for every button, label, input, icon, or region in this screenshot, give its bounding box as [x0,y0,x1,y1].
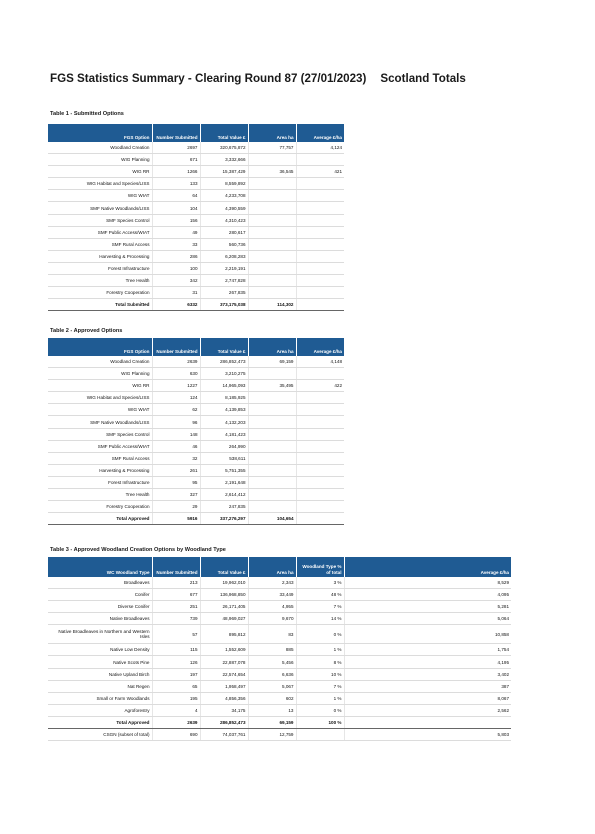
row-label: Forestry Cooperation [48,501,152,513]
table-row [48,704,511,716]
table-row [48,625,511,644]
column-header: FGS Option [48,124,152,142]
table-row [48,440,344,452]
column-header: Number Submitted [152,124,200,142]
table-cell [248,287,296,299]
table-cell: 148 [152,428,200,440]
table-row [48,166,344,178]
table-cell: 19,962,010 [200,577,248,589]
row-label: WIG WIAT [48,190,152,202]
table-cell [296,729,344,741]
row-label: Woodland Creation [48,142,152,154]
table-cell: 373,175,038 [200,299,248,311]
table-cell: 197 [152,668,200,680]
table-cell: 32 [152,452,200,464]
table-cell: 739 [152,613,200,625]
table-cell: 5,281 [344,601,511,613]
table-cell: 4,390,559 [200,202,248,214]
table-cell: 2,219,191 [200,262,248,274]
table-cell: 6,208,283 [200,250,248,262]
table-cell: 560,736 [200,238,248,250]
table-cell: 104,654 [248,513,296,525]
column-header: Area ha [248,338,296,356]
table-cell: 31 [152,287,200,299]
table-cell: 124 [152,392,200,404]
table-cell [296,238,344,250]
row-label: Tree Health [48,489,152,501]
table-cell: 4,233,708 [200,190,248,202]
table-cell: 630 [152,368,200,380]
table-cell: 1 % [296,692,344,704]
table-cell: 261 [152,464,200,476]
table-cell: 22,574,654 [200,668,248,680]
table-row [48,404,344,416]
table-cell: 3,332,666 [200,154,248,166]
table-row [48,275,344,287]
table-cell: 64 [152,190,200,202]
column-header: Total Value £ [200,338,248,356]
table-cell: 33 [152,238,200,250]
table-row [48,238,344,250]
table-header-row [48,557,511,577]
table-row [48,190,344,202]
table-cell: 538,611 [200,452,248,464]
table-cell: 35,495 [248,380,296,392]
table-cell: 96 [152,416,200,428]
table-cell [296,440,344,452]
table-cell: 327 [152,489,200,501]
table-cell: 36,545 [248,166,296,178]
table-cell: 156 [152,214,200,226]
row-label: SMF Native Woodlands/LISS [48,416,152,428]
table-cell: 136,968,850 [200,589,248,601]
table-cell [296,262,344,274]
table-row [48,214,344,226]
table-cell [248,392,296,404]
table-cell [248,440,296,452]
row-label: Total Approved [48,513,152,525]
table-row [48,428,344,440]
table-cell: 74,037,761 [200,729,248,741]
table-cell [296,299,344,311]
table-cell: 7 % [296,601,344,613]
table-cell: 12,759 [248,729,296,741]
row-label: Forestry Cooperation [48,287,152,299]
row-label: CSGN (subset of total) [48,729,152,741]
approved-options-table [48,338,344,525]
table-row [48,729,511,741]
row-label: SMF Species Control [48,428,152,440]
table-cell: 677 [152,589,200,601]
table-cell: 337,276,297 [200,513,248,525]
table-cell [296,476,344,488]
table-cell: 195 [152,692,200,704]
table-cell: 9,670 [248,613,296,625]
table-row [48,668,511,680]
table-cell: 2,343 [248,577,296,589]
table-cell: 62 [152,404,200,416]
table-cell: 4,095 [344,589,511,601]
table-row [48,202,344,214]
table-cell [248,476,296,488]
table-cell: 6,636 [248,668,296,680]
row-label: Tree Health [48,275,152,287]
row-label: SMF Rural Access [48,238,152,250]
table-row [48,644,511,656]
total-row [48,299,344,311]
table-cell: 3,402 [344,668,511,680]
table-cell: 14,965,093 [200,380,248,392]
table-cell [296,287,344,299]
table-row [48,692,511,704]
table-cell: 1266 [152,166,200,178]
row-label: Native Scots Pine [48,656,152,668]
table-cell: 5916 [152,513,200,525]
table2-caption: Table 2 - Approved Options [50,328,123,334]
table-cell [248,178,296,190]
table-row [48,577,511,589]
table-cell: 247,835 [200,501,248,513]
table-cell: 2639 [152,356,200,368]
table-cell: 342 [152,275,200,287]
table-cell [248,368,296,380]
table-cell [296,392,344,404]
row-label: Native Broadleaves in Northern and Western Isles [48,625,152,644]
row-label: Woodland Creation [48,356,152,368]
table-cell [296,275,344,287]
table-cell: 2697 [152,142,200,154]
table-row [48,250,344,262]
table-cell: 267,835 [200,287,248,299]
row-label: WIG RR [48,380,152,392]
table-cell: 14 % [296,613,344,625]
report-title: FGS Statistics Summary - Clearing Round 87 (27/01/2023) [50,72,367,85]
row-label: Native Low Density [48,644,152,656]
table-cell: 29 [152,501,200,513]
table-row [48,613,511,625]
table-cell: 13 [248,704,296,716]
row-label: Harvesting & Processing [48,250,152,262]
table-cell: 33,449 [248,589,296,601]
table-row [48,464,344,476]
table-cell [248,226,296,238]
table-cell: 2,747,828 [200,275,248,287]
table-cell: 49 [152,226,200,238]
table-cell: 387 [344,680,511,692]
page-title [50,72,466,85]
table-cell: 895,812 [200,625,248,644]
table-cell: 5,751,355 [200,464,248,476]
table-cell [296,501,344,513]
table-cell: 286,852,473 [200,356,248,368]
table-row [48,262,344,274]
table-cell [248,404,296,416]
table-cell: 5,064 [344,613,511,625]
row-label: SMF Native Woodlands/LISS [48,202,152,214]
table-cell: 602 [248,692,296,704]
table-cell [296,202,344,214]
table-cell [296,513,344,525]
row-label: SMF Public Access/WIAT [48,440,152,452]
table-cell [296,226,344,238]
table-row [48,452,344,464]
table-cell: 10 % [296,668,344,680]
table-cell: 115 [152,644,200,656]
row-label: Total Approved [48,716,152,728]
row-label: Forest Infrastructure [48,262,152,274]
column-header: Total Value £ [200,124,248,142]
table-row [48,589,511,601]
table-row [48,601,511,613]
table-cell: 4,856,356 [200,692,248,704]
table-cell: 251 [152,601,200,613]
table-cell: 0 % [296,625,344,644]
table-cell: 48,969,027 [200,613,248,625]
table-cell: 104 [152,202,200,214]
table-cell [296,416,344,428]
table-cell: 2,614,412 [200,489,248,501]
table-cell: 1,552,609 [200,644,248,656]
table-cell: 48 % [296,589,344,601]
table-cell: 100 % [296,716,344,728]
table-cell: 5,067 [248,680,296,692]
table-cell: 4,955 [248,601,296,613]
table-row [48,501,344,513]
table-cell: 126 [152,656,200,668]
table-cell: 1227 [152,380,200,392]
table-header-row [48,124,344,142]
row-label: Harvesting & Processing [48,464,152,476]
table-cell: 4,132,203 [200,416,248,428]
table-cell: 22,887,078 [200,656,248,668]
table-cell: 7 % [296,680,344,692]
table-row [48,416,344,428]
table-row [48,356,344,368]
table-cell: 264,990 [200,440,248,452]
row-label: Diverse Conifer [48,601,152,613]
table3-caption: Table 3 - Approved Woodland Creation Options by Woodland Type [50,547,226,553]
table-cell: 8,559,892 [200,178,248,190]
table-cell: 280,617 [200,226,248,238]
table-cell [344,716,511,728]
table-cell: 133 [152,178,200,190]
table-cell: 421 [296,166,344,178]
row-label: WIG RR [48,166,152,178]
table-cell [248,489,296,501]
table-cell [248,202,296,214]
row-label: WIG Planning [48,368,152,380]
table-cell: 286 [152,250,200,262]
table-cell [248,416,296,428]
table-cell: 4,148 [296,356,344,368]
row-label: WIG WIAT [48,404,152,416]
totals-label: Scotland Totals [380,72,466,85]
row-label: Small or Farm Woodlands [48,692,152,704]
table-cell [296,464,344,476]
row-label: SMF Public Access/WIAT [48,226,152,238]
table-cell [296,404,344,416]
table-cell: 690 [152,729,200,741]
column-header: Woodland Type % of total [296,557,344,577]
table-cell: 4 [152,704,200,716]
table-cell: 0 % [296,704,344,716]
column-header: WC Woodland Type [48,557,152,577]
table-row [48,287,344,299]
table-cell: 4,195 [344,656,511,668]
table-cell: 2639 [152,716,200,728]
column-header: Total Value £ [200,557,248,577]
table-cell: 3 % [296,577,344,589]
total-row [48,513,344,525]
table-cell [248,250,296,262]
table-row [48,392,344,404]
row-label: WIG Planning [48,154,152,166]
table-cell: 69,159 [248,356,296,368]
table-row [48,380,344,392]
row-label: Forest Infrastructure [48,476,152,488]
row-label: Nat Regen [48,680,152,692]
table-cell: 1 % [296,644,344,656]
table-cell: 422 [296,380,344,392]
row-label: Broadleaves [48,577,152,589]
table-cell: 1,958,497 [200,680,248,692]
table-cell: 15,387,429 [200,166,248,178]
table-row [48,489,344,501]
table-cell: 5,803 [344,729,511,741]
table-row [48,368,344,380]
table-cell [296,214,344,226]
table-cell: 320,675,872 [200,142,248,154]
table-cell [296,178,344,190]
table-cell: 26,171,405 [200,601,248,613]
table-cell [248,262,296,274]
row-label: Total Submitted [48,299,152,311]
table-cell [296,489,344,501]
table-cell: 57 [152,625,200,644]
column-header: FGS Option [48,338,152,356]
table-cell [296,428,344,440]
table-cell [248,275,296,287]
table-cell [248,501,296,513]
table-cell: 5,456 [248,656,296,668]
row-label: WIG Habitat and Species/LISS [48,178,152,190]
table-cell: 8 % [296,656,344,668]
table-cell: 46 [152,440,200,452]
table-row [48,142,344,154]
table-row [48,154,344,166]
table-cell: 8,185,925 [200,392,248,404]
table-cell [248,154,296,166]
table-cell: 83 [248,625,296,644]
table-cell: 1,754 [344,644,511,656]
table-cell: 95 [152,476,200,488]
table-cell: 6332 [152,299,200,311]
submitted-options-table [48,124,344,311]
table-cell: 2,191,648 [200,476,248,488]
table-cell: 671 [152,154,200,166]
column-header: Average £/ha [344,557,511,577]
table1-caption: Table 1 - Submitted Options [50,111,124,117]
table-cell: 65 [152,680,200,692]
table-cell [296,190,344,202]
column-header: Area ha [248,124,296,142]
table-row [48,476,344,488]
table-cell: 34,175 [200,704,248,716]
table-cell [248,452,296,464]
table-cell [248,214,296,226]
table-cell: 100 [152,262,200,274]
table-header-row [48,338,344,356]
table-cell: 77,757 [248,142,296,154]
column-header: Average £/ha [296,338,344,356]
table-cell [248,238,296,250]
table-cell: 10,858 [344,625,511,644]
row-label: WIG Habitat and Species/LISS [48,392,152,404]
row-label: Agroforestry [48,704,152,716]
table-cell: 114,302 [248,299,296,311]
table-row [48,656,511,668]
column-header: Number Submitted [152,557,200,577]
table-cell [248,464,296,476]
table-cell [296,368,344,380]
table-cell: 4,181,423 [200,428,248,440]
column-header: Area ha [248,557,296,577]
table-cell: 4,139,853 [200,404,248,416]
table-cell: 4,310,423 [200,214,248,226]
table-row [48,680,511,692]
woodland-type-table [48,557,511,741]
table-cell [248,428,296,440]
row-label: Conifer [48,589,152,601]
table-row [48,226,344,238]
table-cell [296,250,344,262]
total-row [48,716,511,728]
column-header: Number Submitted [152,338,200,356]
table-cell: 213 [152,577,200,589]
table-row [48,178,344,190]
table-cell: 8,529 [344,577,511,589]
row-label: Native Broadleaves [48,613,152,625]
table-cell [296,452,344,464]
table-cell: 2,562 [344,704,511,716]
column-header: Average £/ha [296,124,344,142]
row-label: Native Upland Birch [48,668,152,680]
table-cell: 8,067 [344,692,511,704]
table-cell: 4,124 [296,142,344,154]
table-cell: 3,210,275 [200,368,248,380]
row-label: SMF Rural Access [48,452,152,464]
table-cell [248,190,296,202]
table-cell: 69,159 [248,716,296,728]
table-cell [296,154,344,166]
table-cell: 885 [248,644,296,656]
row-label: SMF Species Control [48,214,152,226]
table-cell: 286,852,473 [200,716,248,728]
